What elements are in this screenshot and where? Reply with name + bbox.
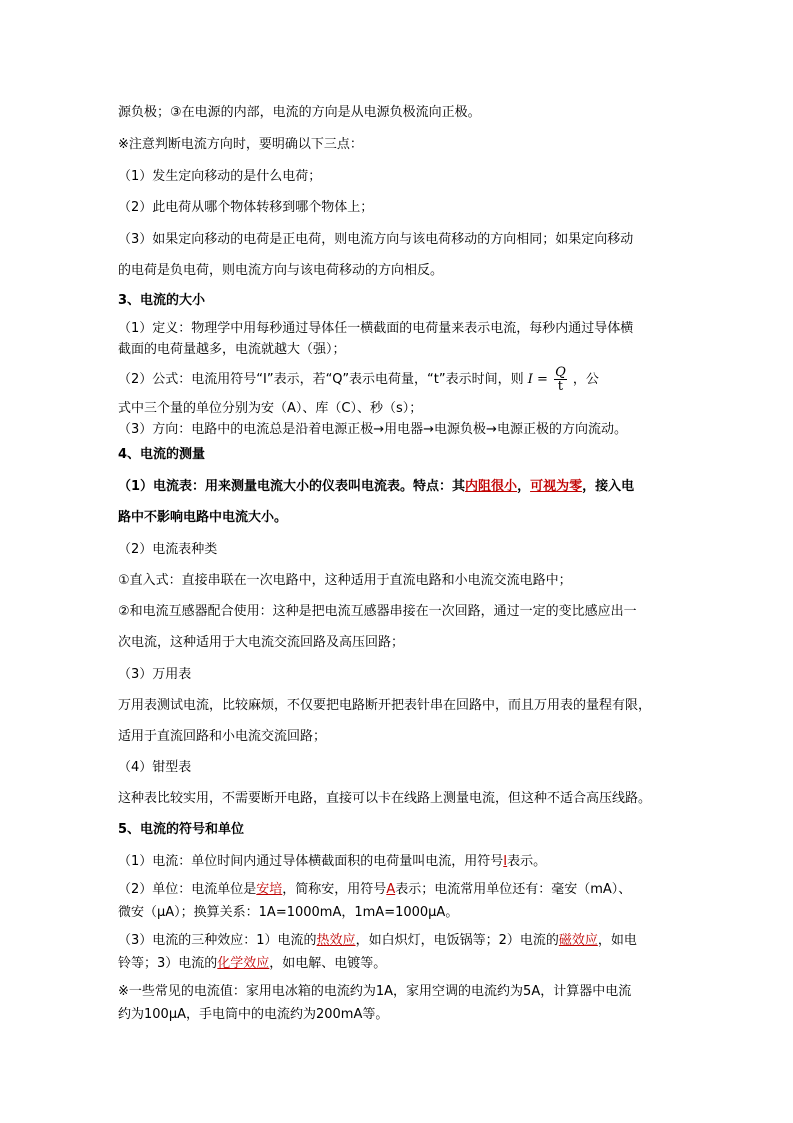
text-line: 微安（μA）；换算关系：1A=1000mA，1mA=1000μA。 <box>118 905 459 920</box>
formula-numerator: Q <box>555 365 566 380</box>
text-span: （3）电流的三种效应：1）电流的 <box>118 933 317 948</box>
text-line: （1）发生定向移动的是什么电荷； <box>118 169 322 184</box>
text-line <box>118 955 678 973</box>
highlight-term: 磁效应 <box>558 933 598 948</box>
text-line: （2）此电荷从哪个物体转移到哪个物体上； <box>118 200 374 215</box>
text-line: 这种表比较实用，不需要断开电路，直接可以卡在线路上测量电流，但这种不适合高压线路。 <box>118 791 652 806</box>
highlight-term: 安培 <box>256 882 283 897</box>
text-span: （1）电流表：用来测量电流大小的仪表叫电流表。特点：其 <box>118 479 466 494</box>
text-span: ，如白炽灯，电饭锅等；2）电流的 <box>355 933 559 948</box>
text-line: 截面的电荷量越多，电流就越大（强）； <box>118 342 346 357</box>
highlight-term: A <box>386 882 396 897</box>
text-line <box>118 881 678 899</box>
text-line: （2）电流表种类 <box>118 542 218 557</box>
note-line: ※一些常见的电流值：家用电冰箱的电流约为1A，家用空调的电流约为5A，计算器中电流 <box>118 984 632 999</box>
text-line: 式中三个量的单位分别为安（A）、库（C）、秒（s）； <box>118 401 423 416</box>
highlight-term: I <box>503 854 508 869</box>
text-span: （1）电流：单位时间内通过导体横截面积的电荷量叫电流，用符号 <box>118 854 504 869</box>
formula-fraction <box>554 366 567 393</box>
text-line: 万用表测试电流，比较麻烦，不仅要把电路断开把表针串在回路中，而且万用表的量程有限， <box>118 698 652 713</box>
text-span: ，如电 <box>597 933 637 948</box>
text-span: 表示；电流常用单位还有：毫安（mA）、 <box>395 882 632 897</box>
formula-denominator: t <box>557 379 564 394</box>
section-heading-5: 5、电流的符号和单位 <box>118 822 245 837</box>
highlight-term: 可视为零 <box>530 479 583 494</box>
text-line: （4）钳型表 <box>118 760 192 775</box>
text-span: （2）单位：电流单位是 <box>118 882 257 897</box>
text-line: （3）如果定向移动的电荷是正电荷，则电流方向与该电荷移动的方向相同；如果定向移动 <box>118 232 634 247</box>
text-span: ，如电解、电镀等。 <box>269 956 387 971</box>
text-span: 铃等；3）电流的 <box>118 956 218 971</box>
text-span: （2）公式：电流用符号“I”表示，若“Q”表示电荷量，“t”表示时间，则 <box>118 372 524 387</box>
text-line: ②和电流互感器配合使用：这种是把电流互感器串接在一次回路，通过一定的变比感应出一 <box>118 604 637 619</box>
text-span: 表示。 <box>507 854 547 869</box>
section-heading-3: 3、电流的大小 <box>118 293 206 308</box>
text-line: 路中不影响电路中电流大小。 <box>118 510 288 525</box>
note-line: ※注意判断电流方向时，要明确以下三点： <box>118 137 363 152</box>
formula-lhs: I = <box>527 372 548 387</box>
text-line: ①直入式：直接串联在一次电路中，这种适用于直流电路和小电流交流电路中； <box>118 573 572 588</box>
text-line: 次电流，这种适用于大电流交流回路及高压回路； <box>118 635 405 650</box>
text-span: ，公 <box>572 372 599 387</box>
text-line: （3）万用表 <box>118 667 192 682</box>
section-heading-4: 4、电流的测量 <box>118 447 206 462</box>
text-line: 源负极；③在电源的内部，电流的方向是从电源负极流向正极。 <box>118 105 481 120</box>
highlight-term: 化学效应 <box>217 956 270 971</box>
text-line <box>118 853 678 871</box>
text-line <box>118 932 678 950</box>
text-line: （1）定义：物理学中用每秒通过导体任一横截面的电荷量来表示电流，每秒内通过导体横 <box>118 321 634 336</box>
text-line: （3）方向：电路中的电流总是沿着电源正极→用电器→电源负极→电源正极的方向流动。 <box>118 422 627 437</box>
highlight-term: 内阻很小 <box>465 479 518 494</box>
highlight-term: 热效应 <box>316 933 356 948</box>
text-span: ，接入电 <box>582 479 635 494</box>
formula-line <box>118 366 678 393</box>
text-span: ，简称安，用符号 <box>282 882 387 897</box>
text-line <box>118 478 678 496</box>
text-line: 约为100μA，手电筒中的电流约为200mA等。 <box>118 1007 389 1022</box>
text-span: ， <box>517 479 531 494</box>
text-line: 的电荷是负电荷，则电流方向与该电荷移动的方向相反。 <box>118 263 444 278</box>
text-line: 适用于直流回路和小电流交流回路； <box>118 729 327 744</box>
